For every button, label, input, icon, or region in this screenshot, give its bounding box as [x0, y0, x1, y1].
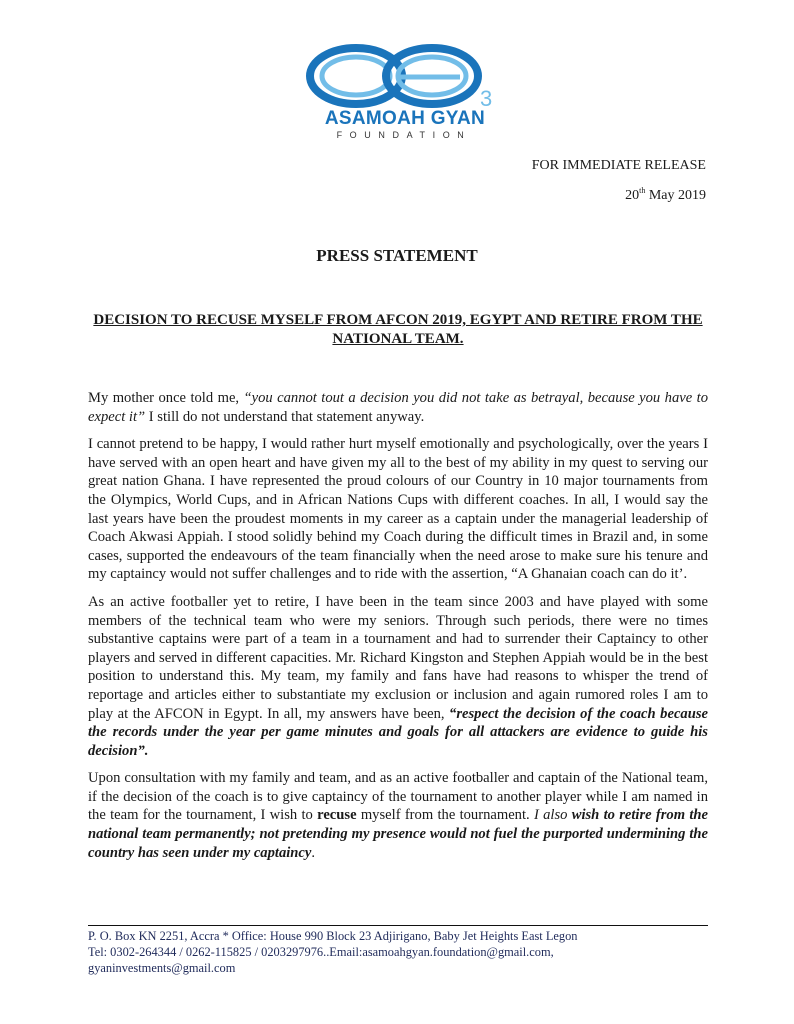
footer-phone-email: Tel: 0302-264344 / 0262-115825 / 0203297976..Email:asamoahgyan.foundation@gmail.com, [88, 945, 554, 959]
foundation-subtitle: FOUNDATION [336, 130, 472, 140]
footer-address: P. O. Box KN 2251, Accra * Office: House 990 Block 23 Adjirigano, Baby Jet Heights East Legon [88, 929, 578, 943]
italic-text: I also [533, 807, 568, 824]
statement-body [88, 389, 708, 871]
footer-divider [88, 925, 708, 926]
headline: DECISION TO RECUSE MYSELF FROM AFCON 2019, EGYPT AND RETIRE FROM THE NATIONAL TEAM. [93, 312, 703, 347]
paragraph-text: I still do not understand that statement anyway. [145, 408, 425, 425]
date-day: 20 [625, 188, 640, 203]
footer-email-2: gyaninvestments@gmail.com [88, 961, 236, 975]
paragraph-text: . [311, 844, 316, 861]
paragraph-text: Upon consultation with my family and team, and as an active footballer and captain of the National team, if the decision of the coach is to give captaincy of the tournament to another player while I am named in the team for the tournament, I wish to [88, 770, 708, 824]
release-date [625, 186, 706, 204]
paragraph-text: As an active footballer yet to retire, I have been in the team since 2003 and have played with some members of the technical team who were my seniors. Through such periods, there were no times substantive captains were part of a team in a tournament and had to surrender their Captaincy to other players and served in different capacities. Mr. Richard Kingston and Stephen Appiah would be in the best position to understand this. My team, my family and fans have had reasons to whisper the trend of reportage and articles either to substantiate my exclusion or inclusion and again rumored roles I am to play at the AFCON in Egypt. In all, my answers have been, [88, 593, 708, 722]
page-title: PRESS STATEMENT [316, 246, 478, 265]
foundation-name: ASAMOAH GYAN [324, 108, 486, 129]
asamoah-gyan-foundation-logo-icon [300, 44, 520, 110]
release-label: FOR IMMEDIATE RELEASE [531, 158, 706, 173]
paragraph-3 [88, 593, 708, 760]
letterhead-logo [300, 44, 520, 144]
date-suffix: th [639, 186, 646, 195]
paragraph-text: myself from the tournament. [356, 807, 534, 824]
date-rest: May 2019 [645, 188, 706, 203]
emphasis-word: recuse [317, 807, 357, 824]
paragraph-2: I cannot pretend to be happy, I would rather hurt myself emotionally and psychologically, over the years I have served with an open heart and have given my all to the best of my ability in my quest to serving our great nation Ghana. I have represented the proud colours of our Country in 10 major tournaments from the Olympics, World Cups, and in African Nations Cups with different coaches. In all, I would say the last years have been the proudest moments in my career as a captain under the managerial leadership of Coach Akwasi Appiah. I stood solidly behind my Coach during the difficult times in Brazil and, in some cases, supported the endeavours of the team financially when the need arose to make sure his tenure and my captaincy would not suffer challenges and to ride with the assertion, “A Ghanaian coach can do it’. [88, 436, 708, 583]
svg-text:3: 3 [480, 86, 493, 110]
footer-contact [88, 928, 728, 976]
paragraph-text: My mother once told me, [88, 390, 244, 406]
retirement-statement: wish to retire from the national team permanently; not pretending my presence would not fuel the purported undermining the country has seen under my captaincy [88, 807, 708, 861]
answer-quote: “respect the decision of the coach because the records under the year per game minutes and goals for all attackers are evidence to guide his decision”. [88, 705, 708, 759]
mother-quote: “you cannot tout a decision you did not take as betrayal, because you have to expect it” [88, 390, 708, 425]
paragraph-1 [88, 389, 708, 426]
paragraph-4 [88, 769, 708, 862]
